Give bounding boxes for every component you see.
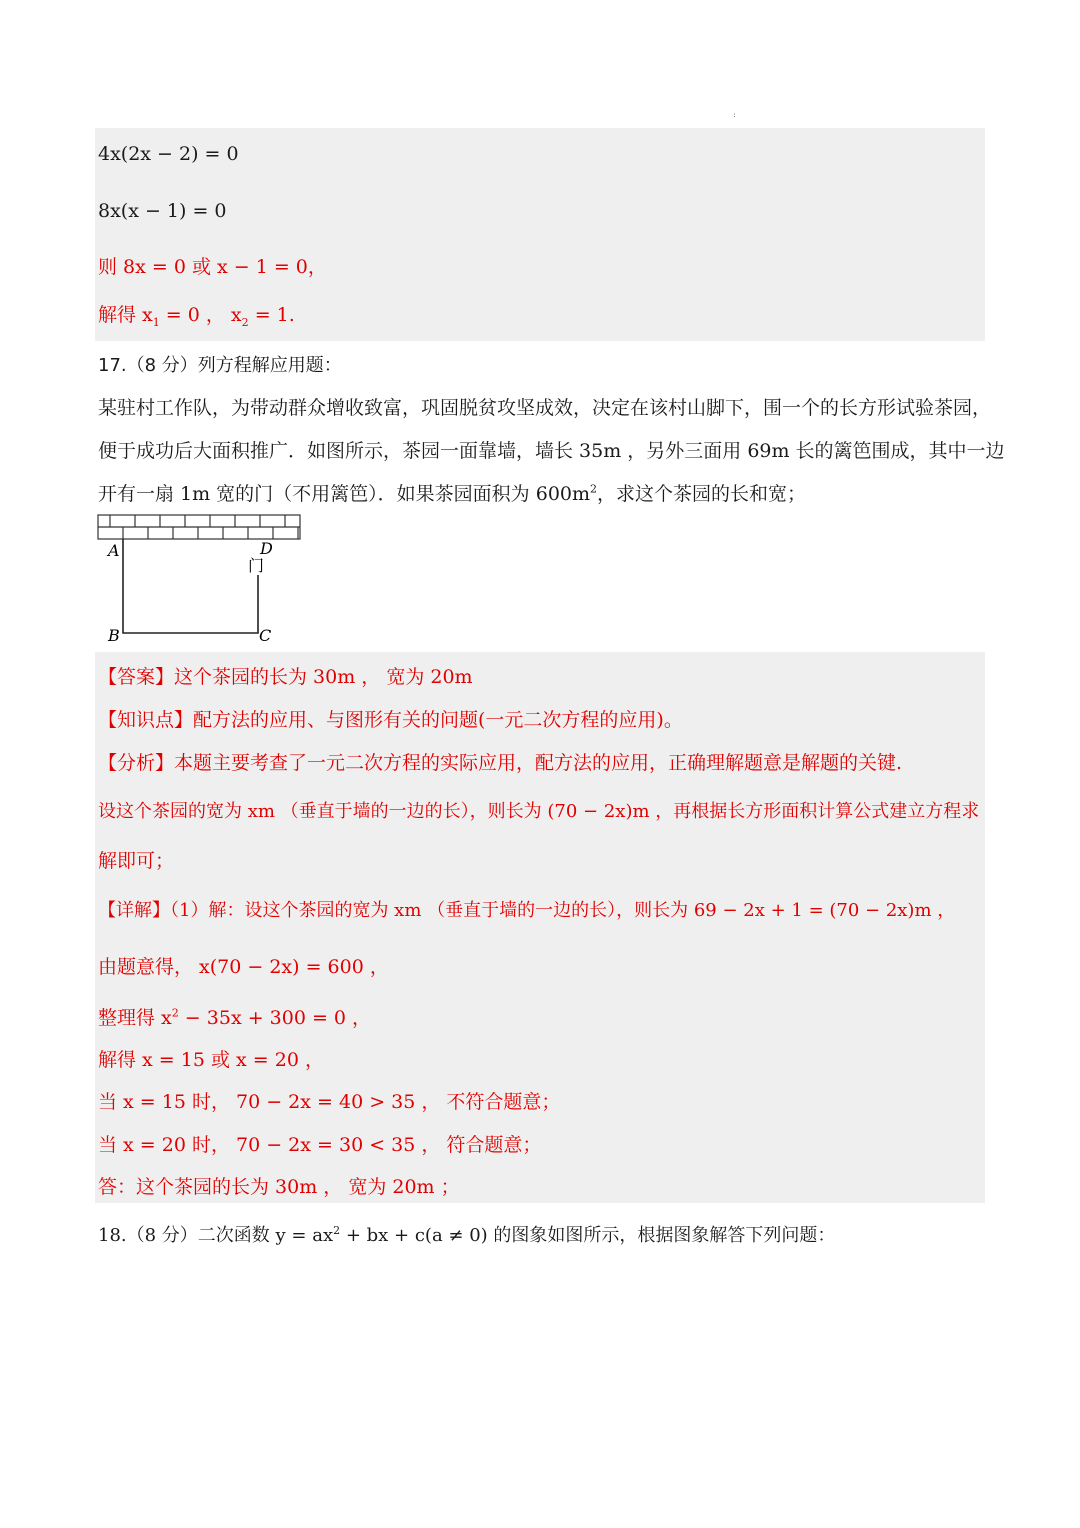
detail-step: 解得 x = 15 或 x = 20 ， [98,1049,324,1071]
detail-step: 当 x = 15 时， 70 − 2x = 40 > 35 ， 不符合题意； [98,1091,561,1113]
answer-line: 【答案】这个茶园的长为 30m ， 宽为 20m [98,666,473,688]
point-b-label: B [108,626,120,645]
question-text: 某驻村工作队，为带动群众增收致富，巩固脱贫攻坚成效，决定在该村山脚下，围一个的长方形试验茶园， [98,397,992,419]
point-d-label: D [260,539,273,558]
knowledge-line: 【知识点】配方法的应用、与图形有关的问题(一元二次方程的应用)。 [98,709,683,731]
solution-block [95,652,985,1203]
point-c-label: C [259,626,272,645]
question-text: 便于成功后大面积推广．如图所示，茶园一面靠墙，墙长 35m ，另外三面用 69m 长的篱笆围成，其中一边 [98,440,1005,462]
detail-step: 当 x = 20 时， 70 − 2x = 30 < 35 ， 符合题意； [98,1134,542,1156]
page-mark: : [733,110,736,119]
solution-result: 解得 $x_1 = 0$ ， $x_2 = 1$. [98,304,295,329]
question-17-header: 17.（8 分）列方程解应用题： [98,355,342,376]
equation-line: 8x(x − 1) = 0 [98,200,227,222]
wall [98,515,300,539]
question-18-header: 18.（8 分）二次函数 $y = ax^2$ + bx + c(a ≠ 0) 的图象如图所示，根据图象解答下列问题： [98,1224,836,1246]
point-a-label: A [108,541,120,560]
door-label: 门 [248,556,265,575]
question-text: 开有一扇 1m 宽的门（不用篱笆）．如果茶园面积为 $600m^2$，求这个茶园的长和宽； [98,482,807,505]
equation-line: 4x(2x − 2) = 0 [98,143,239,165]
detail-line: 【详解】（1）解：设这个茶园的宽为 xm （垂直于墙的一边的长），则长为 69 − 2x + 1 = (70 − 2x)m ， [98,900,956,921]
detail-step: 由题意得， x(70 − 2x) = 600 ， [98,956,389,978]
analysis-line: 【分析】本题主要考查了一元二次方程的实际应用，配方法的应用，正确理解题意是解题的关键. [98,752,903,774]
detail-step: 整理得 $x^2 - 35x + 300 = 0$ ， [98,1006,372,1029]
analysis-line: 设这个茶园的宽为 xm （垂直于墙的一边的长），则长为 (70 − 2x)m ，再根据长方形面积计算公式建立方程求 [98,801,980,822]
final-answer: 答：这个茶园的长为 30m ， 宽为 20m ； [98,1176,460,1198]
equation-line: 则 8x = 0 或 x − 1 = 0， [98,256,327,278]
garden-figure [96,513,306,648]
analysis-line: 解即可； [98,850,175,872]
garden-fence [123,539,258,633]
